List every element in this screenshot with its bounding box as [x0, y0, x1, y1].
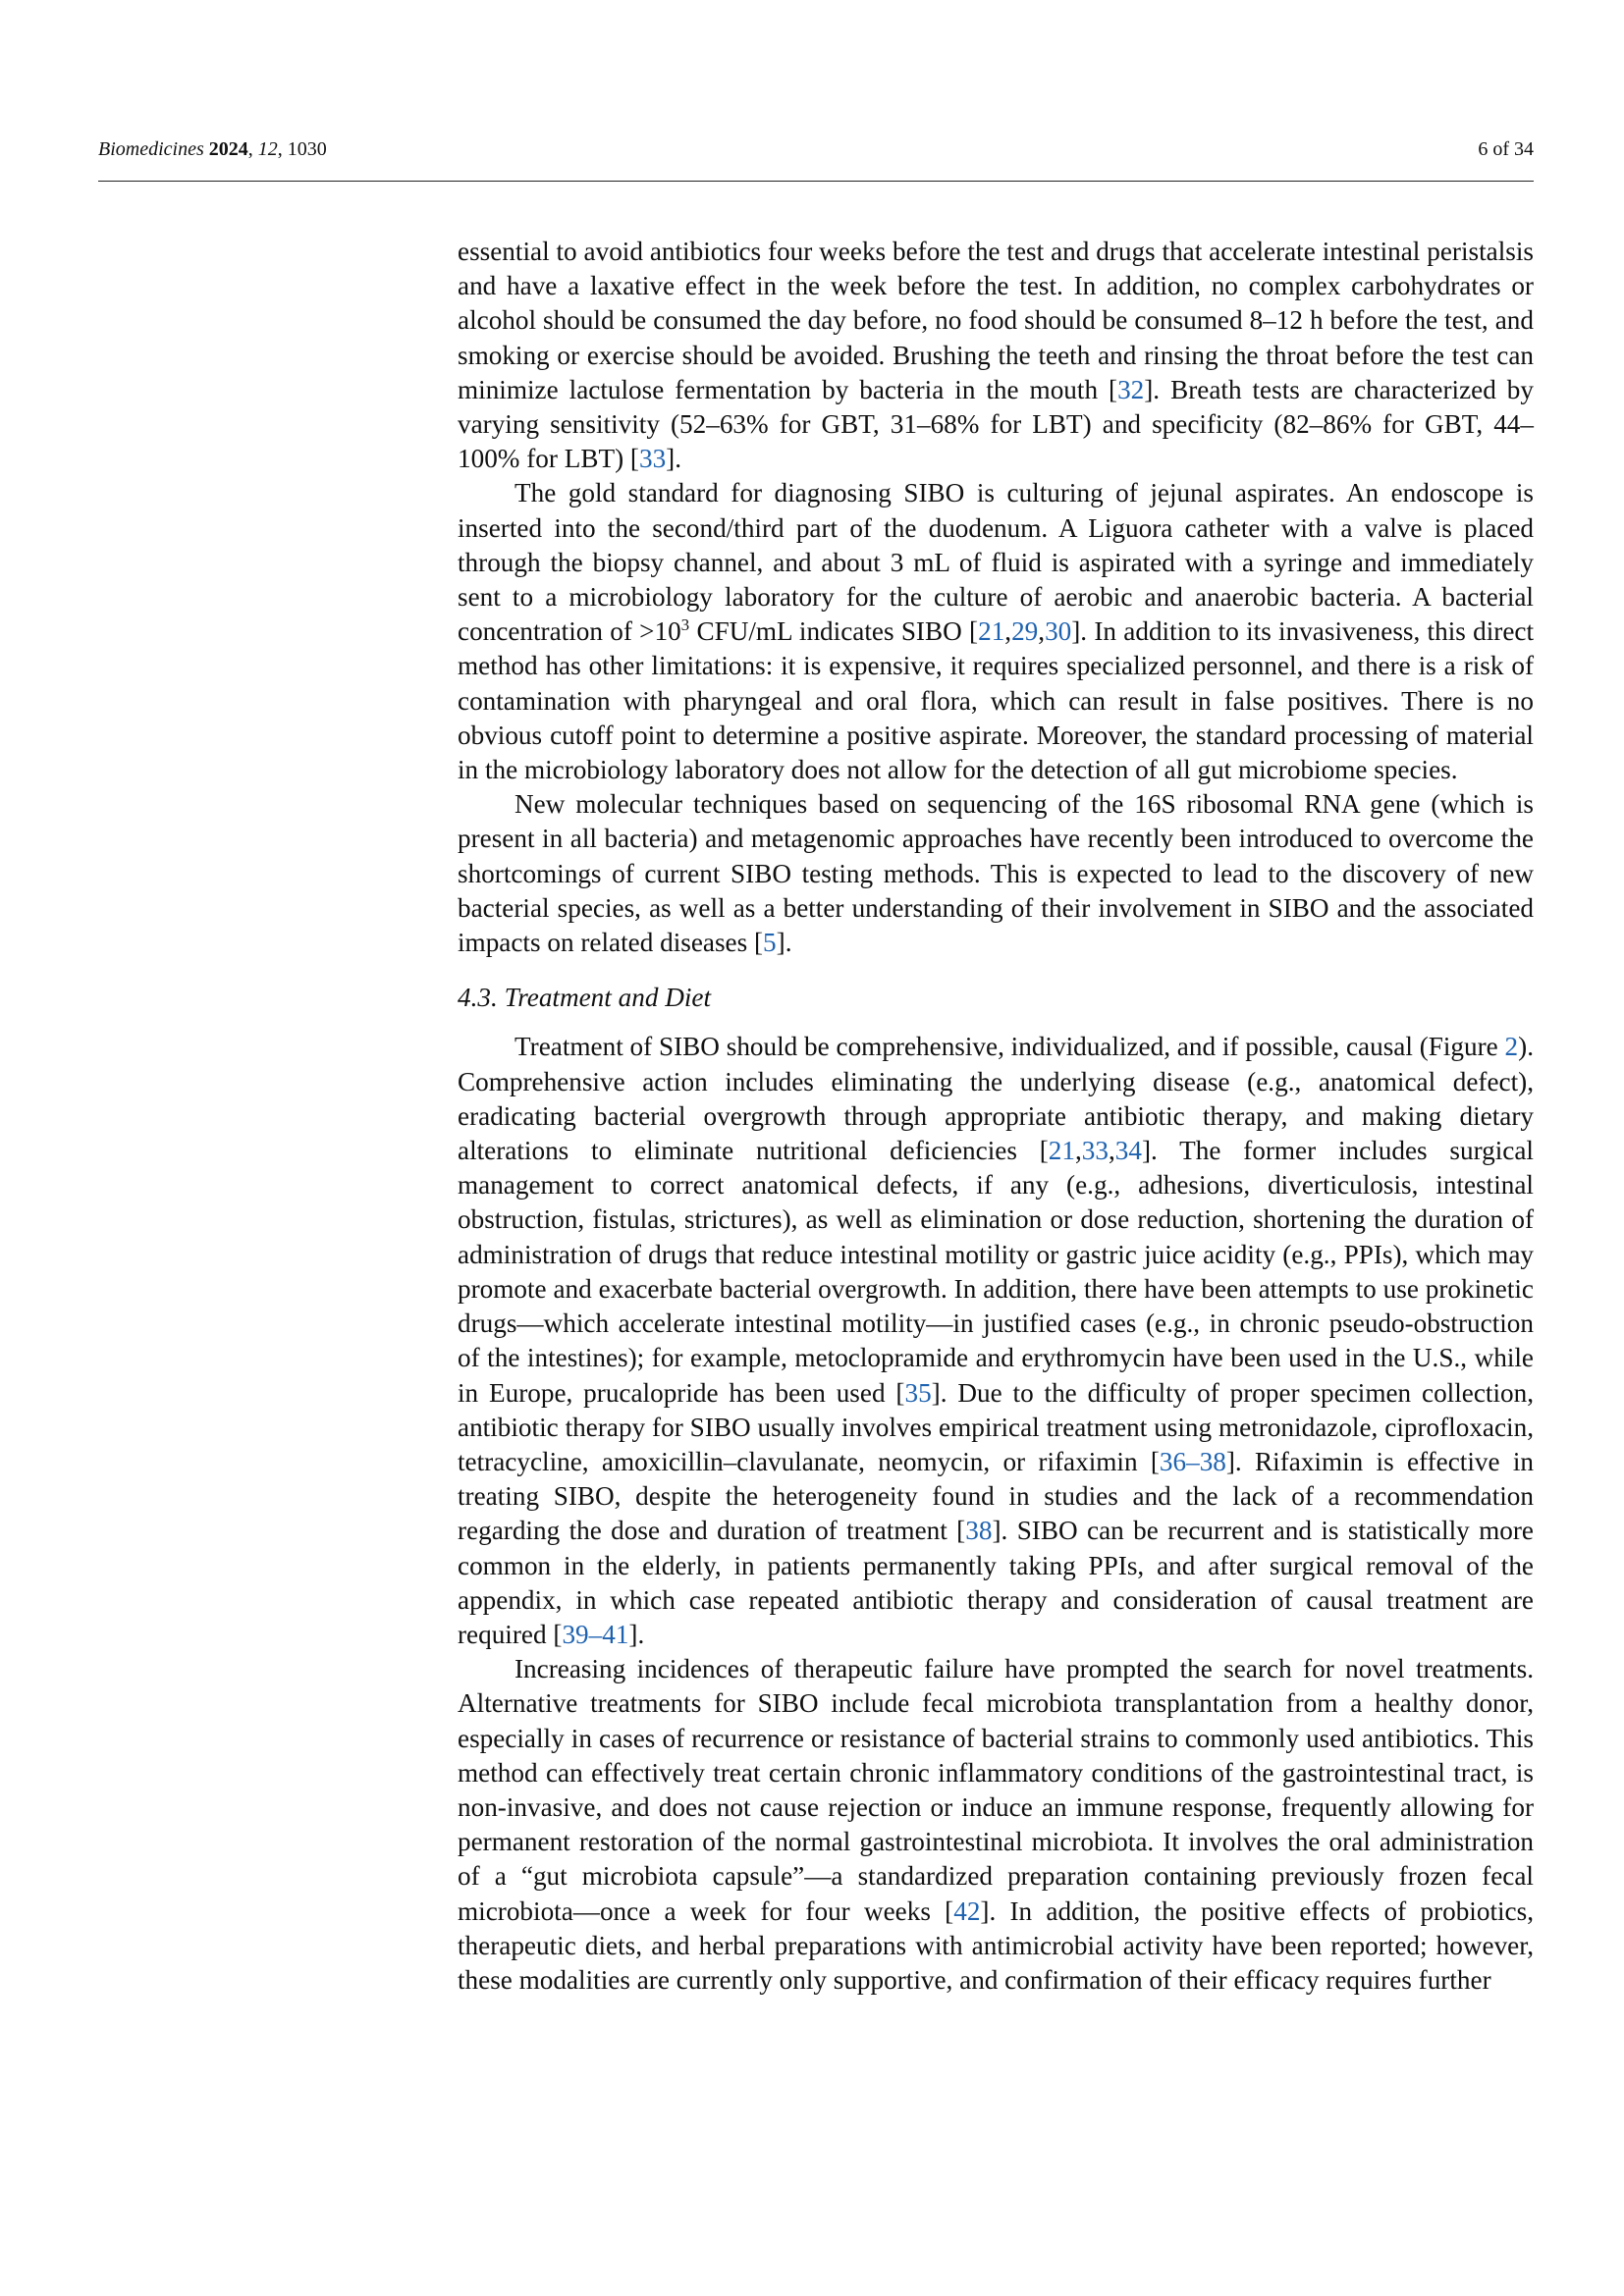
journal-citation: Biomedicines 2024, 12, 1030 [98, 138, 327, 160]
text-run: , [1038, 616, 1046, 647]
citation-link[interactable]: 21 [1048, 1136, 1075, 1166]
citation-link[interactable]: 30 [1045, 616, 1072, 647]
journal-year: 2024 [208, 138, 248, 160]
text-run: New molecular techniques based on sequencing of the 16S ribosomal RNA gene (which is present in all bacteria) and metagenomic approaches have recently been introduced to overcome the shortcomings of current SIBO testing methods. This is expected to lead to the discovery of new bacterial species, as well as a better understanding of their involvement in SIBO and the associated impacts on related diseases [ [458, 789, 1534, 958]
text-run: ]. In addition to its invasiveness, this direct method has other limitations: it is expensive, it requires specialized personnel, and there is a risk of contamination with pharyngeal and oral flora, which can result in false positives. There is no obvious cutoff point to determine a positive aspirate. Moreover, the standard processing of material in the microbiology laboratory does not allow for the detection of all gut microbiome species. [458, 616, 1535, 785]
main-text [458, 235, 1534, 1998]
paragraph [458, 235, 1534, 476]
text-run: , [1108, 1136, 1115, 1166]
text-run: ]. SIBO can be recurrent and is statistically more common in the elderly, in patients permanently taking PPIs, and after surgical removal of the appendix, in which case repeated antibiotic therapy and consideration of causal treatment are required [ [458, 1516, 1535, 1649]
journal-name: Biomedicines [98, 138, 204, 160]
figure-link[interactable]: 2 [1504, 1032, 1519, 1062]
citation-link[interactable]: 36–38 [1159, 1446, 1226, 1476]
citation-link[interactable]: 21 [978, 616, 1005, 647]
text-run: CFU/mL indicates SIBO [ [689, 616, 979, 647]
text-run: The gold standard for diagnosing SIBO is culturing of jejunal aspirates. An endoscope is inserted into the second/third part of the duodenum. A Liguora catheter with a valve is placed through the biopsy channel, and about 3 mL of fluid is aspirated with a syringe and immediately sent to a microbiology laboratory for the culture of aerobic and anaerobic bacteria. A bacterial concentration of >10 [458, 478, 1534, 647]
text-run: , [1004, 616, 1012, 647]
text-run: ]. [666, 444, 682, 474]
citation-link[interactable]: 42 [953, 1896, 981, 1926]
page-number: 6 of 34 [1478, 138, 1534, 160]
text-run: , [1074, 1136, 1082, 1166]
citation-link[interactable]: 33 [1081, 1136, 1109, 1166]
citation-link[interactable]: 38 [965, 1516, 993, 1546]
running-header [98, 137, 1534, 177]
text-run: ]. Breath tests are characterized by varying sensitivity (52–63% for GBT, 31–68% for LBT) and specificity (82–86% for GBT, 44–100% for LBT) [ [458, 374, 1534, 474]
text-run: ]. [628, 1619, 645, 1649]
text-run: ]. Rifaximin is effective in treating SIBO, despite the heterogeneity found in studies and the lack of a recommendation regarding the dose and duration of treatment [ [458, 1446, 1534, 1546]
journal-volume: 12 [257, 138, 278, 160]
paragraph [458, 1030, 1534, 1652]
citation-link[interactable]: 29 [1011, 616, 1039, 647]
citation-link[interactable]: 32 [1117, 374, 1145, 404]
citation-link[interactable]: 39–41 [562, 1619, 629, 1649]
paragraph [458, 476, 1534, 787]
text-run: Increasing incidences of therapeutic failure have prompted the search for novel treatments. Alternative treatments for SIBO include fecal microbiota transplantation from a healthy donor, especially in cases of recurrence or resistance of bacterial strains to commonly used antibiotics. This method can effectively treat certain chronic inflammatory conditions of the gastrointestinal tract, is non-invasive, and does not cause rejection or induce an immune response, frequently allowing for permanent restoration of the normal gastrointestinal microbiota. It involves the oral administration of a “gut microbiota capsule”—a standardized preparation containing previously frozen fecal microbiota—once a week for four weeks [ [458, 1654, 1534, 1926]
text-run: Treatment of SIBO should be comprehensive, individualized, and if possible, causal (Figure [514, 1032, 1505, 1062]
text-run: ]. Due to the difficulty of proper specimen collection, antibiotic therapy for SIBO usually involves empirical treatment using metronidazole, ciprofloxacin, tetracycline, amoxicillin–clavulanate, neomycin, or rifaximin [ [458, 1377, 1535, 1476]
citation-link[interactable]: 34 [1114, 1136, 1142, 1166]
text-run: ]. In addition, the positive effects of probiotics, therapeutic diets, and herbal preparations with antimicrobial activity have been reported; however, these modalities are currently only supportive, and confirmation of their efficacy requires further [458, 1896, 1534, 1995]
text-run: ). Comprehensive action includes eliminating the underlying disease (e.g., anatomical defect), eradicating bacterial overgrowth through appropriate antibiotic therapy, and making dietary alterations to eliminate nutritional deficiencies [ [458, 1032, 1534, 1166]
paragraph [458, 1652, 1534, 1998]
citation-link[interactable]: 5 [763, 928, 777, 958]
citation-link[interactable]: 33 [638, 444, 667, 474]
text-run: ]. [776, 928, 792, 958]
article-number: 1030 [287, 138, 327, 160]
text-run: essential to avoid antibiotics four weeks before the test and drugs that accelerate intestinal peristalsis and have a laxative effect in the week before the test. In addition, no complex carbohydrates or alcohol should be consumed the day before, no food should be consumed 8–12 h before the test, and smoking or exercise should be avoided. Brushing the teeth and rinsing the throat before the test can minimize lactulose fermentation by bacteria in the mouth [ [458, 237, 1534, 404]
header-rule [98, 181, 1534, 182]
citation-link[interactable]: 35 [904, 1377, 932, 1408]
section-heading: 4.3. Treatment and Diet [458, 983, 712, 1013]
text-run: ]. The former includes surgical management to correct anatomical defects, if any (e.g., adhesions, diverticulosis, intestinal obstruction, fistulas, strictures), as well as elimination or dose reduction, shortening the duration of administration of drugs that reduce intestinal motility or gastric juice acidity (e.g., PPIs), which may promote and exacerbate bacterial overgrowth. In addition, there have been attempts to use prokinetic drugs—which accelerate intestinal motility—in justified cases (e.g., in chronic pseudo-obstruction of the intestines); for example, metoclopramide and erythromycin have been used in the U.S., while in Europe, prucalopride has been used [ [458, 1136, 1534, 1408]
superscript: 3 [680, 615, 690, 635]
paragraph [458, 787, 1534, 960]
